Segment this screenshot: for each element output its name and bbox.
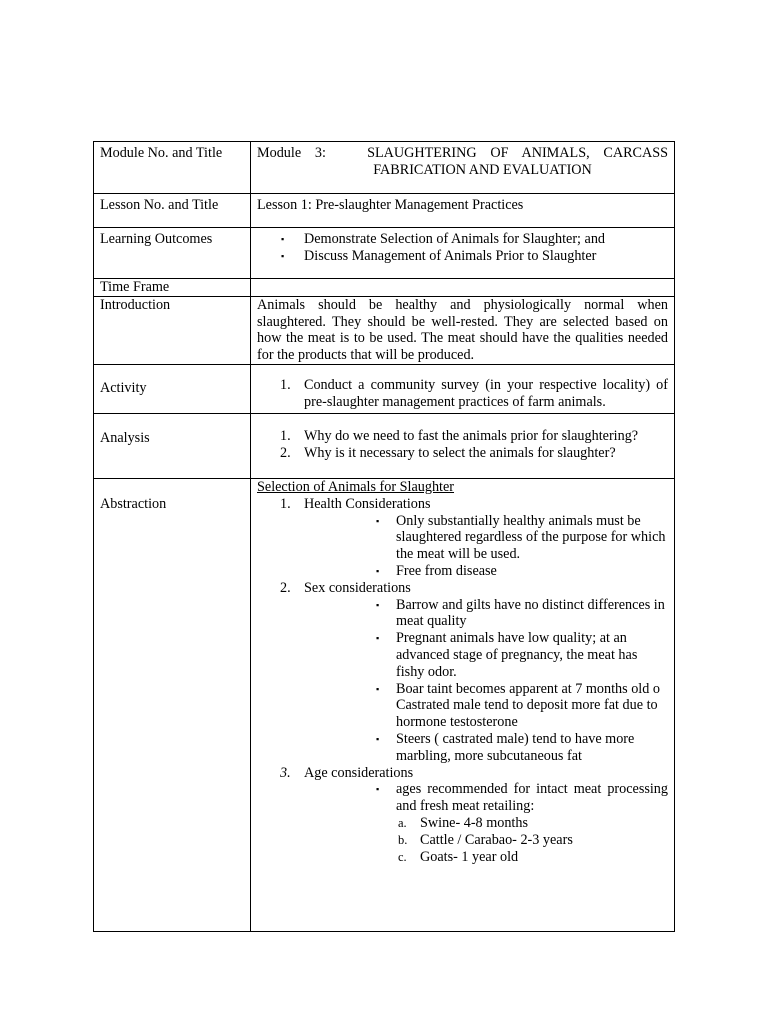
bullet-icon: ▪ — [376, 733, 380, 744]
bullet-icon: ▪ — [376, 565, 380, 576]
activity-value — [251, 364, 675, 413]
abstraction-point: ▪ Pregnant animals have low quality; at an advanced stage of pregnancy, the meat has fishy odor. — [376, 630, 638, 680]
module-value — [251, 142, 675, 194]
abstraction-point: ▪ ages recommended for intact meat processing and fresh meat retailing: — [376, 781, 668, 815]
module-row — [94, 142, 675, 194]
lesson-plan-document — [93, 141, 674, 932]
module-title-line2: FABRICATION AND EVALUATION — [373, 161, 592, 178]
age-item: b. Cattle / Carabao- 2-3 years — [398, 831, 573, 848]
outcome-item: ▪ Demonstrate Selection of Animals for Slaughter; and — [281, 231, 606, 247]
lesson-value: Lesson 1: Pre-slaughter Management Practices — [251, 194, 675, 228]
timeframe-value — [251, 279, 675, 297]
analysis-label: Analysis — [94, 413, 251, 478]
analysis-item: 1. Why do we need to fast the animals prior for slaughtering? — [280, 427, 639, 444]
module-title-line1: Module 3: SLAUGHTERING OF ANIMALS, CARCASS — [257, 145, 669, 161]
bullet-icon: ▪ — [376, 784, 380, 795]
outcomes-value — [251, 228, 675, 279]
bullet-icon: ▪ — [376, 683, 380, 694]
introduction-label: Introduction — [94, 296, 251, 364]
abstraction-point: ▪ Free from disease — [376, 562, 497, 579]
activity-row — [94, 364, 675, 413]
bullet-icon: ▪ — [281, 250, 285, 261]
abstraction-point: ▪ Boar taint becomes apparent at 7 months old o Castrated male tend to deposit more fat due to hormone testosterone — [376, 680, 660, 731]
abstraction-heading: Selection of Animals for Slaughter — [257, 478, 455, 495]
introduction-row — [94, 296, 675, 364]
module-label: Module No. and Title — [94, 142, 251, 194]
lesson-label: Lesson No. and Title — [94, 194, 251, 228]
abstraction-label: Abstraction — [94, 478, 251, 931]
introduction-text: Animals should be healthy and physiologically normal when slaughtered. They should be well-rested. They are selected based on how the meat is to be used. The meat should have the qualities needed for the products that will be produced. — [251, 296, 675, 364]
abstraction-value — [251, 478, 675, 931]
bullet-icon: ▪ — [376, 633, 380, 644]
analysis-value — [251, 413, 675, 478]
age-item: c. Goats- 1 year old — [398, 848, 519, 865]
abstraction-row — [94, 478, 675, 931]
timeframe-row — [94, 279, 675, 297]
abstraction-point: ▪ Steers ( castrated male) tend to have more marbling, more subcutaneous fat — [376, 730, 635, 764]
bullet-icon: ▪ — [376, 599, 380, 610]
analysis-item: 2. Why is it necessary to select the animals for slaughter? — [280, 444, 616, 461]
age-item: a. Swine- 4-8 months — [398, 814, 528, 831]
abstraction-point: ▪ Only substantially healthy animals must be slaughtered regardless of the purpose for which the meat will be used. — [376, 512, 666, 563]
activity-label: Activity — [94, 364, 251, 413]
analysis-row — [94, 413, 675, 478]
outcomes-label: Learning Outcomes — [94, 228, 251, 279]
lesson-row — [94, 194, 675, 228]
abstraction-point: ▪ Barrow and gilts have no distinct differences in meat quality — [376, 596, 665, 630]
abstraction-section: 2. Sex considerations ▪ Barrow and gilts have no distinct differences in meat quality ▪ Pregnant animals have low quality; at an advanced stage of pregnancy, the meat has fishy odor. ▪ Boar taint becomes apparent at 7 months old o Castrated male tend to deposit more fat due to hormone testosterone ▪ Steers ( castrated male) tend to have more marbling, more subcutaneous fat — [257, 580, 668, 765]
abstraction-section: 1. Health Considerations ▪ Only substantially healthy animals must be slaughtered regardless of the purpose for which the meat will be used. ▪ Free from disease — [257, 496, 668, 580]
outcomes-row — [94, 228, 675, 279]
outcome-item: ▪ Discuss Management of Animals Prior to Slaughter — [281, 247, 597, 264]
bullet-icon: ▪ — [281, 234, 285, 244]
timeframe-label: Time Frame — [94, 279, 251, 297]
lesson-table — [93, 141, 675, 932]
bullet-icon: ▪ — [376, 515, 380, 526]
abstraction-section: 3. Age considerations ▪ ages recommended for intact meat processing and fresh meat retailing: a. Swine- 4-8 months b. Cattle / Carabao- 2-3 years c. Goats- 1 year old — [280, 764, 668, 865]
activity-item: 1. Conduct a community survey (in your respective locality) of pre-slaughter management practices of farm animals. — [280, 376, 668, 410]
